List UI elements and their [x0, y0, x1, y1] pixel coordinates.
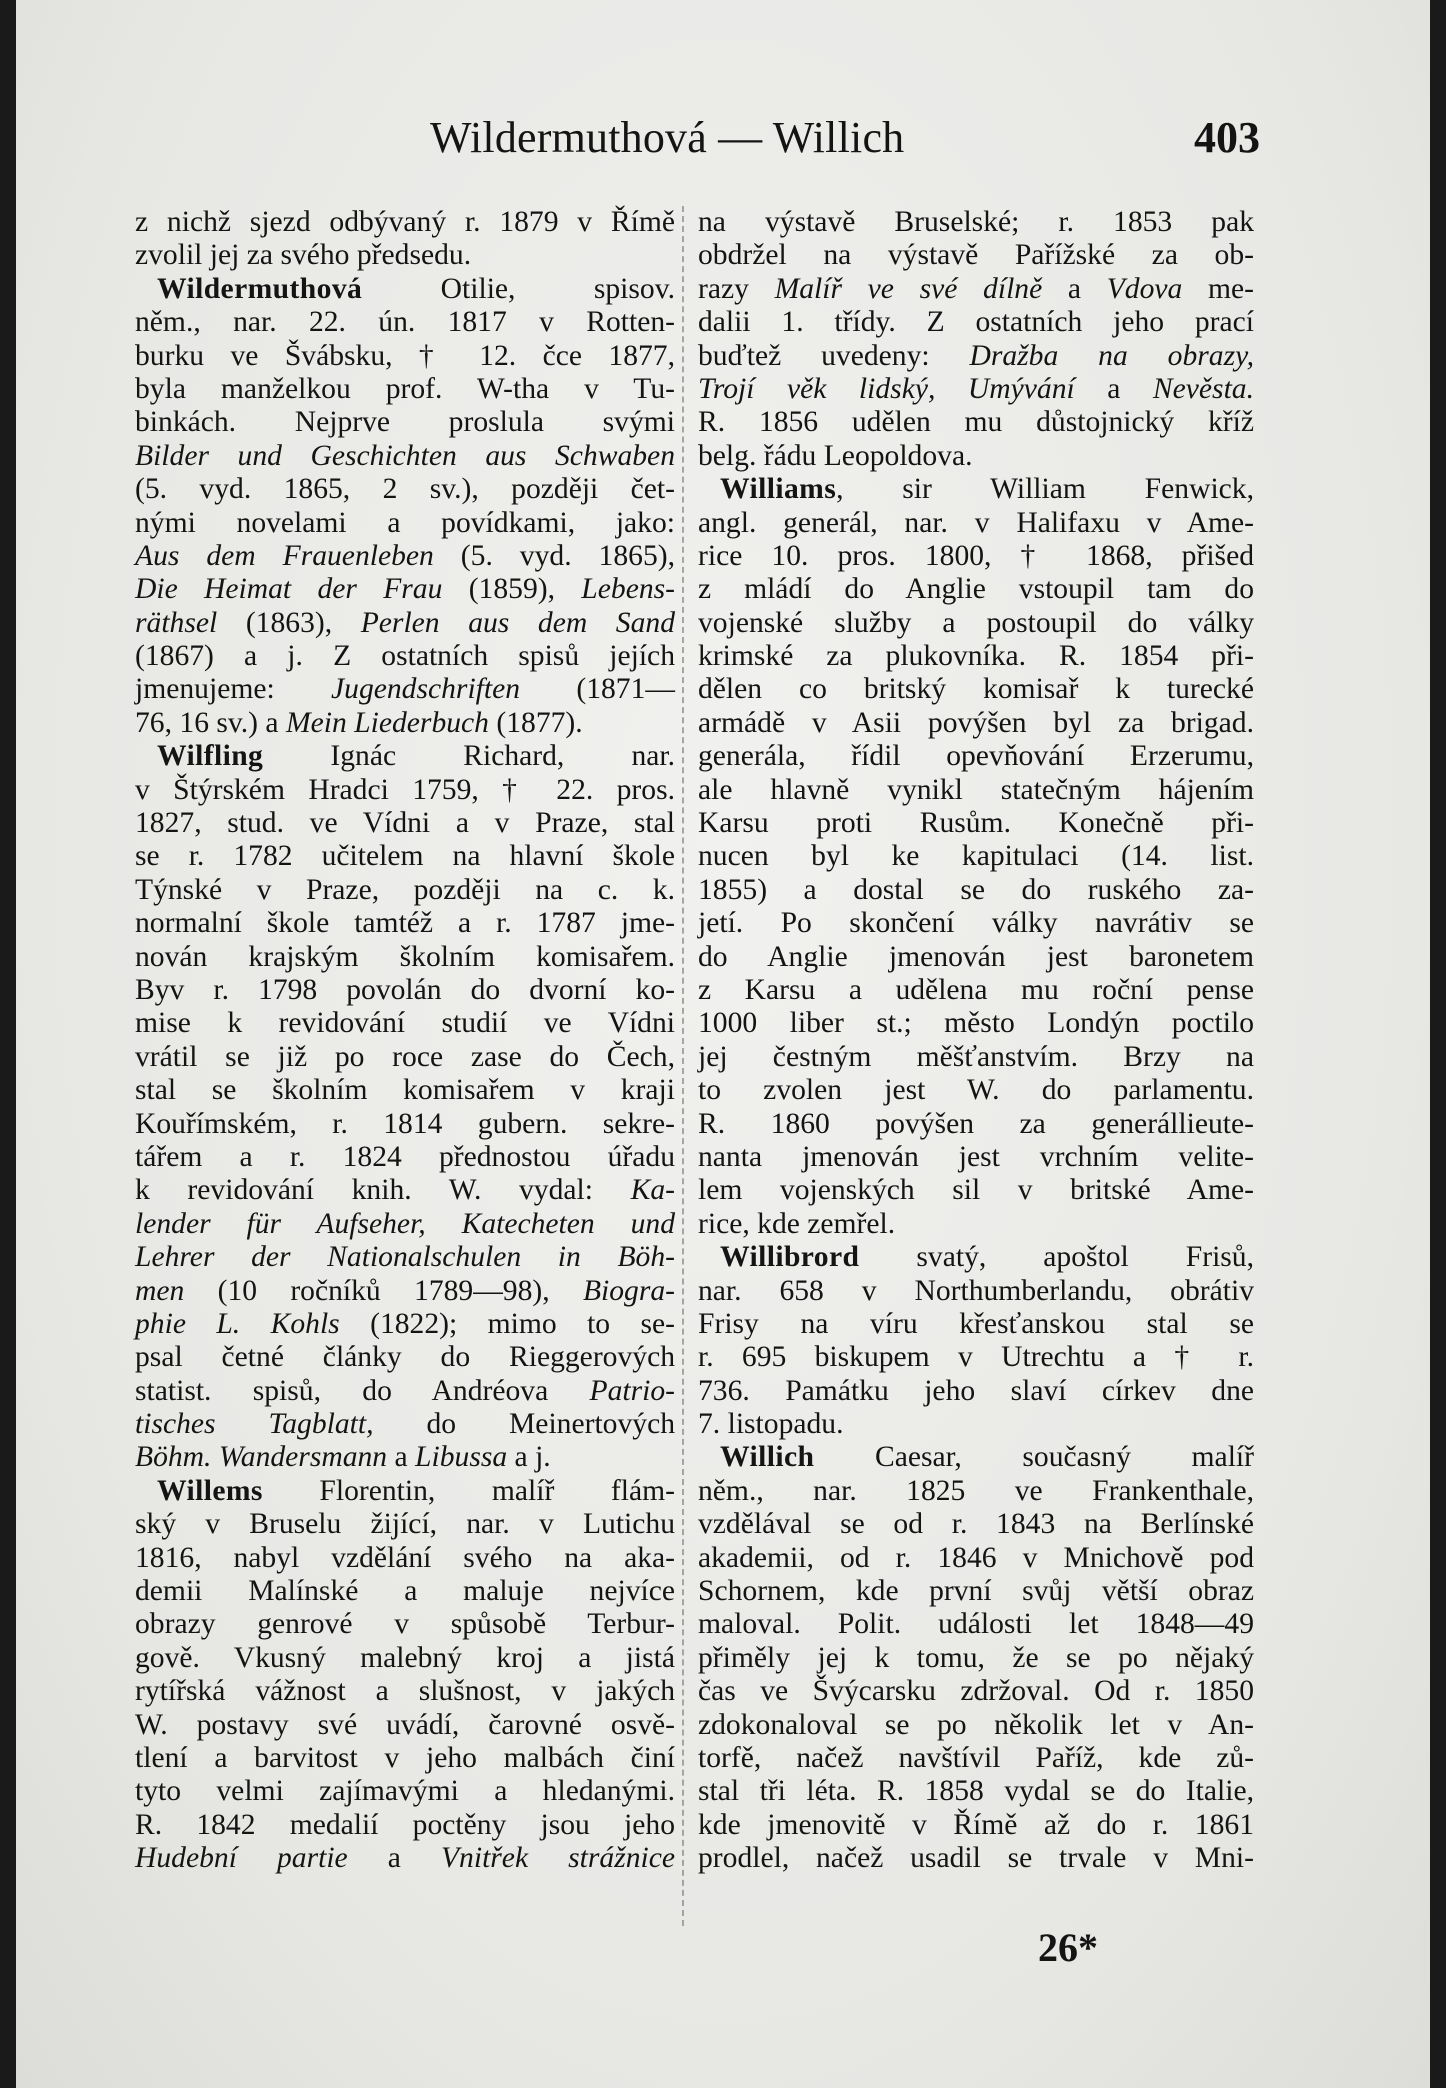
text-line: to zvolen jest W. do parlamentu. [698, 1074, 1254, 1107]
italic-title: lender für Aufseher, Katecheten und [135, 1207, 675, 1240]
text-line: obdržel na výstavě Pařížské za ob- [698, 239, 1254, 272]
text-line: 736. Památku jeho slaví církev dne [698, 1374, 1254, 1407]
text-line: angl. generál, nar. v Halifaxu v Ame- [698, 506, 1254, 539]
text-line: Týnské v Praze, později na c. k. [135, 873, 675, 906]
text-line: tářem a r. 1824 přednostou úřadu [135, 1140, 675, 1173]
text-line: z nichž sjezd odbývaný r. 1879 v Římě [135, 206, 675, 238]
italic-title: Libussa [415, 1441, 508, 1474]
text-line: v Štýrském Hradci 1759, † 22. pros. [135, 773, 675, 806]
text-line: Frisy na víru křesťanskou stal se [698, 1307, 1254, 1340]
text-line: nován krajským školním komisařem. [135, 940, 675, 973]
italic-title: Mein Liederbuch [285, 706, 489, 739]
text-line: tyto velmi zajímavými a hledanými. [135, 1775, 675, 1808]
text-line: Kouřímském, r. 1814 gubern. sekre- [135, 1107, 675, 1140]
text-line: Trojí věk lidský, Umývání a Nevěsta. [698, 372, 1254, 405]
italic-title: Hudební partie [135, 1842, 348, 1875]
entry-headword: Wildermuthová [157, 272, 363, 305]
text-line: Willich Caesar, současný malíř [720, 1441, 1254, 1474]
text-line: nar. 658 v Northumberlandu, obrátiv [698, 1274, 1254, 1307]
text-line: byla manželkou prof. W-tha v Tu- [135, 372, 675, 405]
text-line: men (10 ročníků 1789—98), Biogra- [135, 1274, 675, 1307]
text-line: Böhm. Wandersmann a Libussa a j. [135, 1441, 551, 1474]
text-line: na výstavě Bruselské; r. 1853 pak [698, 206, 1254, 238]
text-line: generála, řídil opevňování Erzerumu, [698, 740, 1254, 773]
text-line: z mládí do Anglie vstoupil tam do [698, 573, 1254, 606]
text-line: něm., nar. 1825 ve Frankenthale, [698, 1474, 1254, 1507]
text-line: 1855) a dostal se do ruského za- [698, 873, 1254, 906]
italic-title: tisches Tagblatt, [135, 1408, 374, 1441]
text-line: z Karsu a udělena mu roční pense [698, 973, 1254, 1006]
text-line: Schornem, kde první svůj větší obraz [698, 1575, 1254, 1608]
text-line: torfě, načež navštívil Paříž, kde zů- [698, 1741, 1254, 1774]
text-line: jej čestným měšťanstvím. Brzy na [698, 1040, 1254, 1073]
text-line: prodlel, načež usadil se trvale v Mni- [698, 1842, 1254, 1875]
text-line: statist. spisů, do Andréova Patrio- [135, 1374, 675, 1407]
column-rule [682, 206, 684, 1926]
entry-headword: Willibrord [720, 1241, 860, 1274]
italic-title: Lebens- [581, 573, 675, 606]
italic-title: Patrio- [589, 1374, 675, 1407]
text-line: něm., nar. 22. ún. 1817 v Rotten- [135, 306, 675, 339]
text-line [135, 1241, 675, 1274]
text-line: vzdělával se od r. 1843 na Berlínské [698, 1508, 1254, 1541]
entry-headword: Willich [720, 1441, 815, 1474]
italic-title: Lehrer der Nationalschulen in Böh- [135, 1241, 675, 1274]
text-line: R. 1856 udělen mu důstojnický kříž [698, 406, 1254, 439]
text-line: obrazy genrové v spůsobě Terbur- [135, 1608, 675, 1641]
text-line: (1867) a j. Z ostatních spisů jejích [135, 640, 675, 673]
text-line: zdokonaloval se po několik let v An- [698, 1708, 1254, 1741]
text-line: stal tři léta. R. 1858 vydal se do Italie, [698, 1775, 1254, 1808]
text-line: Wilfling Ignác Richard, nar. [157, 740, 675, 773]
text-line: buďtež uvedeny: Dražba na obrazy, [698, 339, 1254, 372]
text-line: burku ve Švábsku, † 12. čce 1877, [135, 339, 675, 372]
right-page-edge [1430, 0, 1446, 2088]
right-column [698, 206, 1254, 1876]
text-line: se r. 1782 učitelem na hlavní škole [135, 840, 675, 873]
text-line: 1827, stud. ve Vídni a v Praze, stal [135, 807, 675, 840]
italic-title: Perlen aus dem Sand [360, 606, 675, 639]
text-line: binkách. Nejprve proslula svými [135, 406, 675, 439]
text-line: 1000 liber st.; město Londýn poctilo [698, 1007, 1254, 1040]
text-line: nými novelami a povídkami, jako: [135, 506, 675, 539]
text-line: zvolil jej za svého předsedu. [135, 239, 472, 272]
text-line: Karsu proti Rusům. Konečně při- [698, 807, 1254, 840]
text-line: stal se školním komisařem v kraji [135, 1074, 675, 1107]
italic-title: Trojí věk lidský, Umývání [698, 372, 1075, 405]
text-line: R. 1860 povýšen za generállieute- [698, 1107, 1254, 1140]
text-line: nucen byl ke kapitulaci (14. list. [698, 840, 1254, 873]
text-line: Wildermuthová Otilie, spisov. [157, 272, 675, 305]
text-line: akademii, od r. 1846 v Mnichově pod [698, 1541, 1254, 1574]
text-line: rice, kde zemřel. [698, 1207, 896, 1240]
italic-title: Nevěsta. [1152, 372, 1254, 405]
italic-title: Bilder und Geschichten aus Schwaben [135, 439, 675, 472]
text-line: maloval. Polit. události let 1848—49 [698, 1608, 1254, 1641]
italic-title: Biogra- [582, 1274, 675, 1307]
text-line: Aus dem Frauenleben (5. vyd. 1865), [135, 539, 675, 572]
text-line: belg. řádu Leopoldova. [698, 439, 973, 472]
text-line: 76, 16 sv.) a Mein Liederbuch (1877). [135, 706, 583, 739]
entry-headword: Wilfling [157, 740, 264, 773]
text-line: mise k revidování studií ve Vídni [135, 1007, 675, 1040]
text-line: čas ve Švýcarsku zdržoval. Od r. 1850 [698, 1675, 1254, 1708]
text-line: přiměly jej k tomu, že se po nějaký [698, 1641, 1254, 1674]
text-line: Hudební partie a Vnitřek strážnice [135, 1842, 675, 1875]
text-line: normalní škole tamtéž a r. 1787 jme- [135, 907, 675, 940]
text-line: lem vojenských sil v britské Ame- [698, 1174, 1254, 1207]
text-line: dalii 1. třídy. Z ostatních jeho prací [698, 306, 1254, 339]
text-line: demii Malínské a maluje nejvíce [135, 1575, 675, 1608]
text-line: Willibrord svatý, apoštol Frisů, [720, 1241, 1254, 1274]
text-line: rytířská vážnost a slušnost, v jakých [135, 1675, 675, 1708]
text-line [135, 1208, 675, 1241]
text-line: phie L. Kohls (1822); mimo to se- [135, 1307, 675, 1340]
italic-title: Vdova [1106, 272, 1183, 305]
italic-title: phie L. Kohls [135, 1307, 340, 1340]
text-line: krimské za plukovníka. R. 1854 při- [698, 640, 1254, 673]
page-number: 403 [1194, 113, 1260, 162]
text-line: ale hlavně vynikl statečným hájením [698, 773, 1254, 806]
running-title: Wildermuthová — Willich [430, 113, 905, 162]
italic-title: Ka- [630, 1174, 675, 1207]
text-line: tlení a barvitost v jeho malbách činí [135, 1741, 675, 1774]
text-line: ský v Bruselu žijící, nar. v Lutichu [135, 1508, 675, 1541]
text-line: (5. vyd. 1865, 2 sv.), později čet- [135, 473, 675, 506]
italic-title: Aus dem Frauenleben [135, 539, 434, 572]
text-line: räthsel (1863), Perlen aus dem Sand [135, 606, 675, 639]
italic-title: Böhm. Wandersmann [135, 1441, 388, 1474]
left-column [135, 206, 675, 1876]
text-line: rice 10. pros. 1800, † 1868, přišed [698, 539, 1254, 572]
left-page-edge [0, 0, 16, 2088]
text-line: kde jmenovitě v Římě až do r. 1861 [698, 1808, 1254, 1841]
text-line: jmenujeme: Jugendschriften (1871— [135, 673, 675, 706]
italic-title: räthsel [135, 606, 218, 639]
text-line: Williams, sir William Fenwick, [720, 473, 1254, 506]
text-line: gově. Vkusný malebný kroj a jistá [135, 1641, 675, 1674]
text-line: dělen co britský komisař k turecké [698, 673, 1254, 706]
text-line: nanta jmenován jest vrchním velite- [698, 1140, 1254, 1173]
text-line: Byv r. 1798 povolán do dvorní ko- [135, 973, 675, 1006]
text-line [135, 440, 675, 473]
text-line: vrátil se již po roce zase do Čech, [135, 1040, 675, 1073]
text-line: r. 695 biskupem v Utrechtu a † r. [698, 1341, 1254, 1374]
text-line: Die Heimat der Frau (1859), Lebens- [135, 573, 675, 606]
text-line: vojenské služby a postoupil do války [698, 606, 1254, 639]
text-line: W. postavy své uvádí, čarovné osvě- [135, 1708, 675, 1741]
italic-title: Vnitřek strážnice [440, 1842, 675, 1875]
text-line: tisches Tagblatt, do Meinertových [135, 1408, 675, 1441]
text-line: jetí. Po skončení války navrátiv se [698, 907, 1254, 940]
italic-title: men [135, 1274, 185, 1307]
text-line: psal četné články do Rieggerových [135, 1341, 675, 1374]
text-line: R. 1842 medalií poctěny jsou jeho [135, 1808, 675, 1841]
text-line: Willems Florentin, malíř flám- [157, 1474, 675, 1507]
text-line: 7. listopadu. [698, 1408, 844, 1441]
text-line: armádě v Asii povýšen byl za brigad. [698, 706, 1254, 739]
text-line: 1816, nabyl vzdělání svého na aka- [135, 1541, 675, 1574]
text-line: razy Malíř ve své dílně a Vdova me- [698, 272, 1254, 305]
italic-title: Die Heimat der Frau [135, 573, 443, 606]
italic-title: Malíř ve své dílně [774, 272, 1043, 305]
entry-headword: Willems [157, 1474, 263, 1507]
italic-title: Jugendschriften [331, 673, 521, 706]
entry-headword: Williams [720, 473, 837, 506]
text-line: k revidování knih. W. vydal: Ka- [135, 1174, 675, 1207]
text-line: do Anglie jmenován jest baronetem [698, 940, 1254, 973]
signature-mark: 26* [1038, 1925, 1098, 1970]
italic-title: Dražba na obrazy, [969, 339, 1254, 372]
